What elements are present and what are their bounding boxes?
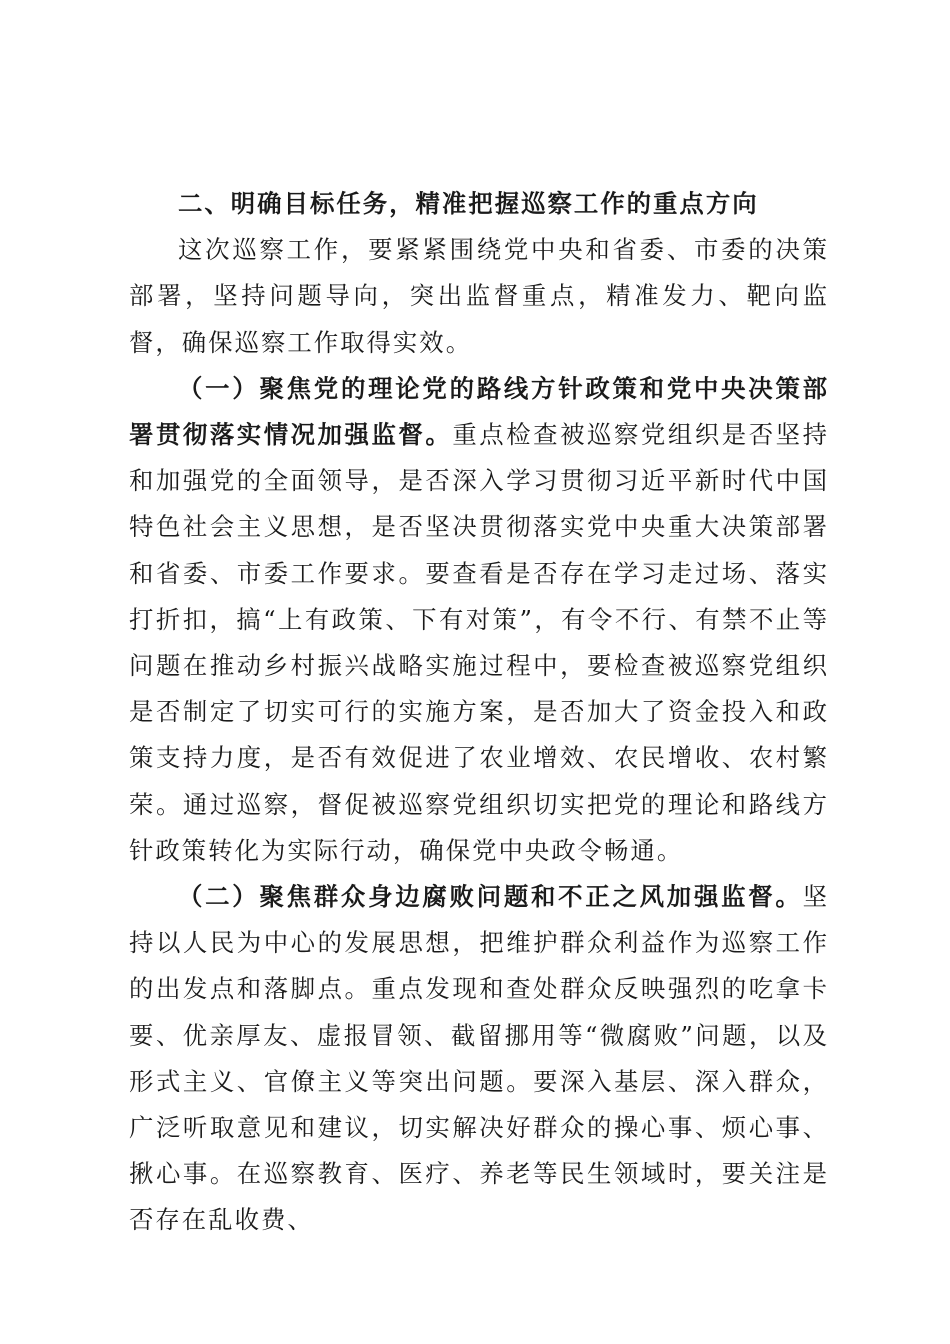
- item-one-lead: （一）聚焦党的理论党的路线方针政策和党中央决策部署贯彻落实情况加强监督。: [129, 373, 829, 450]
- section-heading: 二、明确目标任务，精准把握巡察工作的重点方向: [178, 189, 759, 218]
- item-two-lead: （二）聚焦群众身边腐败问题和不正之风加强监督。: [178, 882, 803, 912]
- item-two-paragraph: [129, 874, 829, 1244]
- document-body: [129, 181, 829, 1244]
- item-two-body: 坚持以人民为中心的发展思想，把维护群众利益作为巡察工作的出发点和落脚点。重点发现和查处群众反映强烈的吃拿卡要、优亲厚友、虚报冒领、截留挪用等“微腐败”问题，以及形式主义、官僚主义等突出问题。要深入基层、深入群众，广泛听取意见和建议，切实解决好群众的操心事、烦心事、揪心事。在巡察教育、医疗、养老等民生领域时，要关注是否存在乱收费、: [129, 882, 829, 1235]
- item-one-body: 重点检查被巡察党组织是否坚持和加强党的全面领导，是否深入学习贯彻习近平新时代中国特色社会主义思想，是否坚决贯彻落实党中央重大决策部署和省委、市委工作要求。要查看是否存在学习走过场、落实打折扣，搞“上有政策、下有对策”，有令不行、有禁不止等问题在推动乡村振兴战略实施过程中，要检查被巡察党组织是否制定了切实可行的实施方案，是否加大了资金投入和政策支持力度，是否有效促进了农业增效、农民增收、农村繁荣。通过巡察，督促被巡察党组织切实把党的理论和路线方针政策转化为实际行动，确保党中央政令畅通。: [129, 420, 829, 865]
- intro-paragraph: 这次巡察工作，要紧紧围绕党中央和省委、市委的决策部署，坚持问题导向，突出监督重点，精准发力、靶向监督，确保巡察工作取得实效。: [129, 235, 829, 357]
- item-one-paragraph: [129, 366, 829, 874]
